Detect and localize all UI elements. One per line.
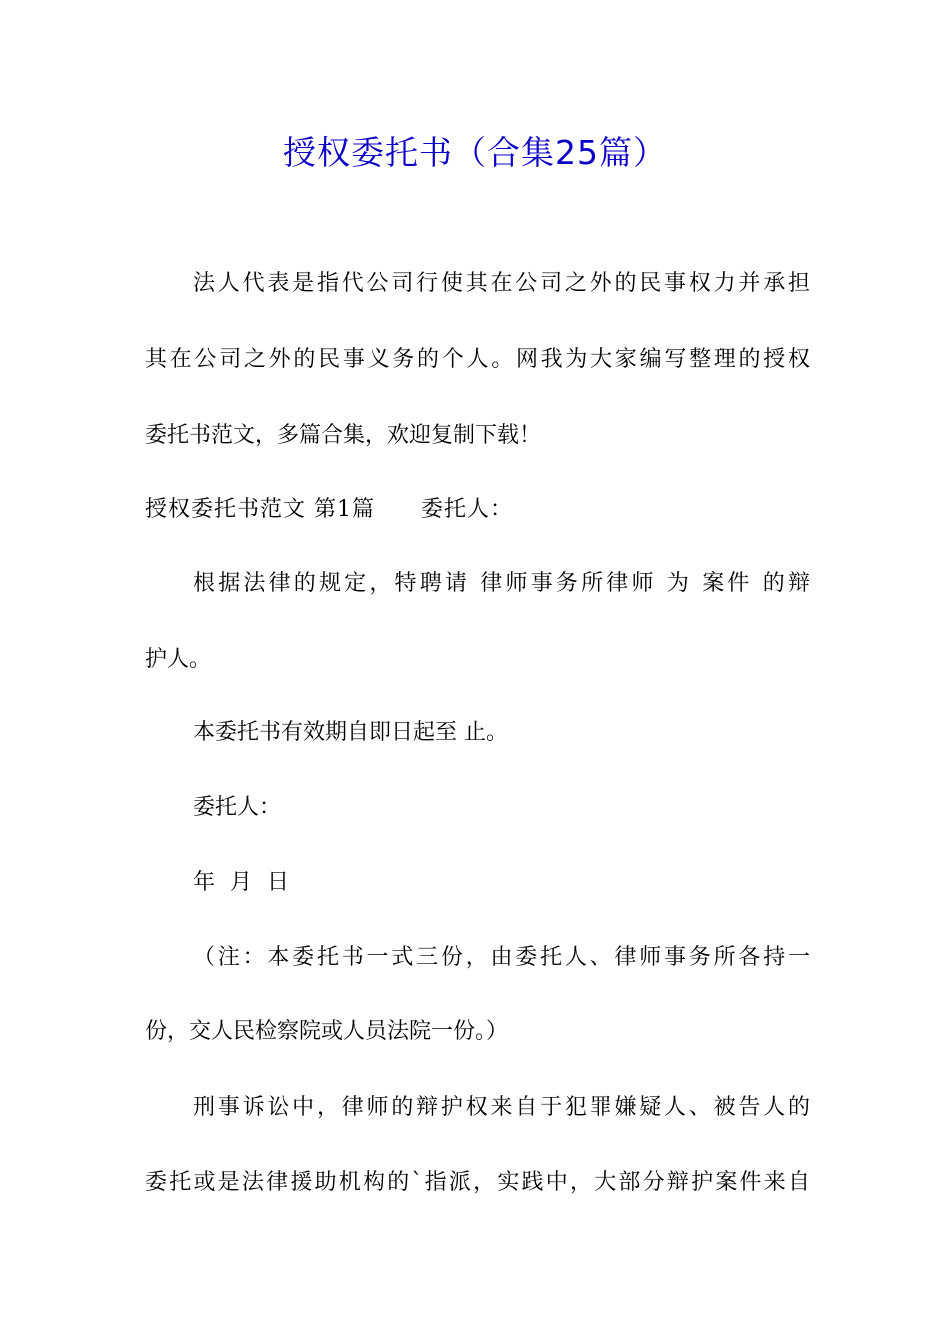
paragraph-line: 法人代表是指代公司行使其在公司之外的民事权力并承担: [193, 271, 810, 296]
paragraph-line: 其在公司之外的民事义务的个人。网我为大家编写整理的授权: [145, 347, 810, 372]
section-heading-line: 授权委托书范文 第1篇 委托人：: [145, 497, 513, 522]
paragraph-line: 护人。: [145, 647, 212, 672]
date-line: 年 月 日: [193, 870, 289, 895]
document-title: 授权委托书（合集25篇）: [283, 133, 667, 172]
paragraph-line: 份，交人民检察院或人员法院一份。）: [145, 1019, 509, 1044]
paragraph-line: 刑事诉讼中，律师的辩护权来自于犯罪嫌疑人、被告人的: [193, 1095, 810, 1120]
paragraph-line: 根据法律的规定，特聘请 律师事务所律师 为 案件 的辩: [193, 571, 810, 596]
paragraph-line: 委托人：: [193, 795, 282, 820]
paragraph-line: 本委托书有效期自即日起至 止。: [193, 720, 508, 745]
paragraph-line: 委托或是法律援助机构的`指派，实践中，大部分辩护案件来自: [145, 1170, 810, 1195]
paragraph-line: 委托书范文，多篇合集，欢迎复制下载！: [145, 423, 542, 448]
paragraph-line: （注：本委托书一式三份，由委托人、律师事务所各持一: [193, 945, 810, 970]
